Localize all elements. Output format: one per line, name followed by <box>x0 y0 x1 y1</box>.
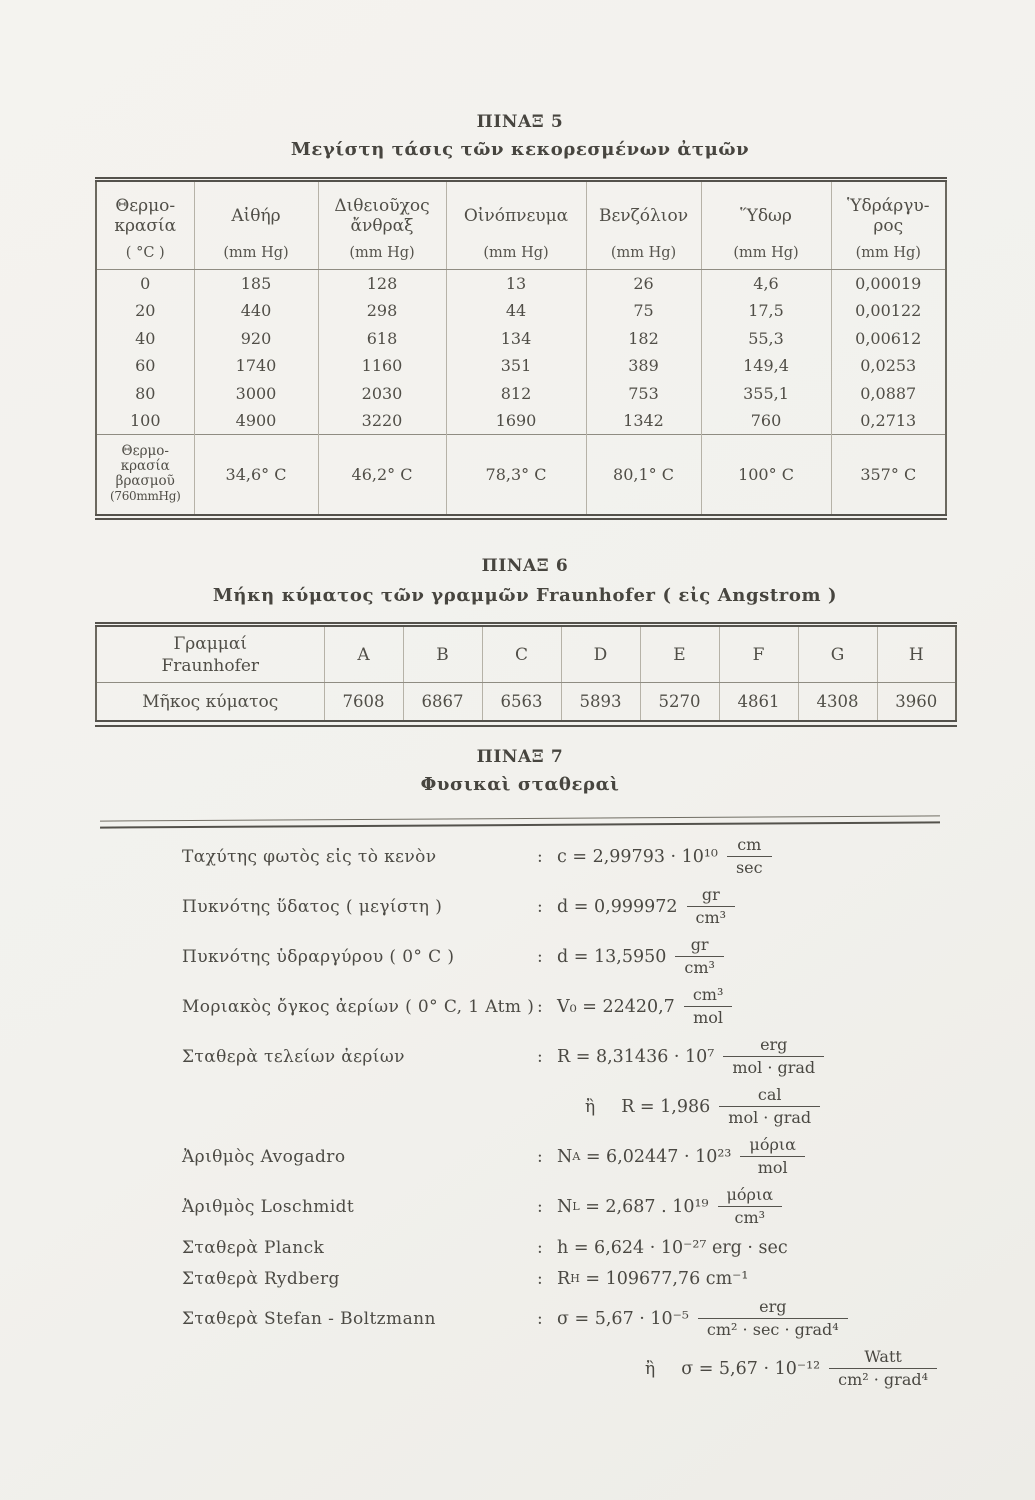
t5-value-cell: 298 <box>318 297 446 325</box>
t5-data-row <box>96 325 946 353</box>
fraction-denominator: mol <box>757 1157 788 1177</box>
t5-data-row <box>96 407 946 435</box>
constant-colon: : <box>537 947 543 967</box>
fraction-numerator: μόρια <box>718 1186 783 1207</box>
t5-column-name-line: Ὑδράργυ- <box>847 196 930 216</box>
constant-row <box>95 882 995 932</box>
t5-data-row <box>96 352 946 380</box>
t5-value-cell: 4,6 <box>701 270 831 298</box>
constant-formula <box>537 1086 824 1127</box>
constant-formula <box>557 836 776 877</box>
t5-column-name-line: Ὕδωρ <box>740 206 792 226</box>
unit-fraction <box>723 1036 824 1077</box>
t5-data-rows <box>96 270 946 435</box>
t5-column-name-line: Διθειοῦχος <box>334 196 430 216</box>
formula-text: σ = 5,67 · 10⁻⁵ <box>557 1309 689 1329</box>
t5-value-cell: 60 <box>135 356 156 376</box>
table7-subtitle: Φυσικαὶ σταθεραὶ <box>420 774 620 795</box>
t5-header-row <box>96 180 946 270</box>
formula-text: σ = 5,67 · 10⁻¹² <box>681 1359 821 1379</box>
t5-value-cell: 753 <box>586 380 701 408</box>
constant-row <box>95 1294 995 1344</box>
formula-text: d = 13,5950 <box>557 947 667 967</box>
t6-lines-label <box>96 625 324 683</box>
constant-label: Σταθερὰ Planck <box>182 1237 325 1258</box>
t5-value-cell: 1690 <box>446 407 586 435</box>
t5-boiling-value: 46,2° C <box>318 435 446 517</box>
t5-column-name-line: ρος <box>873 216 904 236</box>
fraction-numerator: cm³ <box>684 986 733 1007</box>
constant-row <box>95 1082 995 1132</box>
t5-value-cell: 3220 <box>318 407 446 435</box>
t5-column-name <box>319 190 446 242</box>
constant-formula: N L = 2,687 . 10¹⁹ $\frac{\text{μόρια}}{\text{cm³}}$ <box>557 1186 786 1227</box>
t5-column-unit: (mm Hg) <box>223 245 289 261</box>
t5-data-row <box>96 270 946 298</box>
constant-label: Σταθερὰ Stefan - Boltzmann <box>182 1309 436 1329</box>
fraction-numerator: cm <box>727 836 772 857</box>
t5-column-header <box>96 180 194 270</box>
fraction-numerator: erg <box>723 1036 824 1057</box>
t6-wavelength-label: Μῆκος κύματος <box>142 691 279 712</box>
fraction-numerator: μόρια <box>740 1136 805 1157</box>
t5-value-cell: 182 <box>586 325 701 353</box>
t5-boiling-row <box>96 435 946 517</box>
t5-boiling-label-line: κρασία <box>120 458 170 475</box>
t5-column-header <box>194 180 318 270</box>
t5-value-cell: 618 <box>318 325 446 353</box>
constant-colon: : <box>537 897 543 917</box>
constant-formula <box>557 1298 852 1339</box>
constant-colon: : <box>537 1268 543 1289</box>
t5-column-header <box>446 180 586 270</box>
constant-colon: : <box>537 1237 543 1258</box>
t6-letter-cell: F <box>719 625 798 683</box>
fraction-denominator: cm³ <box>734 1207 766 1227</box>
fraction-denominator: mol <box>693 1007 724 1027</box>
t5-value-cell: 1740 <box>194 352 318 380</box>
t6-lines-label-line: Γραμμαί <box>173 633 247 654</box>
t5-column-name-line: κρασία <box>114 216 177 236</box>
t5-value-cell: 0,00019 <box>831 270 946 298</box>
constant-colon: : <box>537 1197 543 1217</box>
unit-fraction <box>687 886 736 927</box>
t5-boiling-value: 357° C <box>831 435 946 517</box>
t5-boiling-value: 78,3° C <box>446 435 586 517</box>
t5-column-unit: (mm Hg) <box>855 245 921 261</box>
t5-column-name-line: Θερμο- <box>115 196 176 216</box>
unit-fraction <box>698 1298 848 1339</box>
t5-column-unit: (mm Hg) <box>349 245 415 261</box>
constant-row <box>95 1032 995 1082</box>
constant-or-conjunction: ἢ <box>645 1359 656 1379</box>
t5-value-cell: 0,0253 <box>831 352 946 380</box>
t5-boiling-value: 34,6° C <box>194 435 318 517</box>
constant-formula <box>557 886 739 927</box>
formula-text: d = 0,999972 <box>557 897 678 917</box>
constant-label: Ταχύτης φωτὸς εἰς τὸ κενὸν <box>182 847 437 867</box>
t5-column-name-line: Οἰνόπνευμα <box>463 206 569 226</box>
t5-column-unit: (mm Hg) <box>483 245 549 261</box>
t6-wavelength-value: 4308 <box>798 683 877 724</box>
fraction-numerator: erg <box>698 1298 848 1319</box>
unit-fraction <box>684 986 733 1027</box>
table6-subtitle: Μήκη κύματος τῶν γραμμῶν Fraunhofer ( εἰς Angstrom ) <box>212 585 838 606</box>
t5-boiling-label-line: Θερμο- <box>121 443 169 460</box>
constant-formula <box>557 986 736 1027</box>
t5-value-cell: 812 <box>446 380 586 408</box>
unit-fraction <box>719 1086 820 1127</box>
fraction-denominator: mol · grad <box>732 1057 816 1077</box>
t6-letter-cell: D <box>561 625 640 683</box>
t5-column-name-line: Αἰθήρ <box>231 206 281 226</box>
constant-colon: : <box>537 1047 543 1067</box>
t5-column-header <box>586 180 701 270</box>
t5-value-cell: 0,0887 <box>831 380 946 408</box>
constant-or-conjunction: ἢ <box>585 1097 596 1117</box>
constant-row <box>95 1132 995 1182</box>
t5-column-unit: (mm Hg) <box>610 245 677 261</box>
t5-value-cell: 26 <box>586 270 701 298</box>
formula-text: V₀ = 22420,7 <box>557 997 675 1017</box>
fraction-denominator: sec <box>735 857 763 877</box>
unit-fraction <box>675 936 724 977</box>
constant-colon: : <box>537 847 543 867</box>
t5-value-cell: 44 <box>446 297 586 325</box>
t5-column-unit: (mm Hg) <box>733 245 799 261</box>
t5-value-cell: 760 <box>701 407 831 435</box>
table5-subtitle: Μεγίστη τάσις τῶν κεκορεσμένων ἀτμῶν <box>290 139 750 160</box>
constant-formula: R H = 109677,76 cm⁻¹ <box>557 1268 749 1289</box>
t6-letters-row <box>96 625 956 683</box>
constant-row <box>95 1232 995 1263</box>
t6-wavelength-value: 5893 <box>561 683 640 724</box>
t5-value-cell: 920 <box>194 325 318 353</box>
t5-boiling-label-line: (760mmHg) <box>110 489 181 504</box>
t5-value-cell: 1160 <box>318 352 446 380</box>
t6-letter-cell: E <box>640 625 719 683</box>
constant-formula <box>537 1348 941 1389</box>
t6-wavelength-value: 3960 <box>877 683 956 724</box>
t6-values-row <box>96 683 956 724</box>
t5-value-cell: 17,5 <box>701 297 831 325</box>
physical-constants-list <box>95 832 995 1394</box>
t5-column-name-line: Βενζόλιον <box>598 206 689 226</box>
constant-label: Μοριακὸς ὄγκος ἀερίων ( 0° C, 1 Atm ) <box>182 997 535 1017</box>
t5-value-cell: 185 <box>194 270 318 298</box>
table6-fraunhofer-lines <box>95 622 957 727</box>
fraction-denominator: cm² · grad⁴ <box>838 1369 929 1389</box>
t6-wavelength-value: 7608 <box>324 683 403 724</box>
unit-fraction <box>829 1348 937 1389</box>
constant-colon: : <box>537 1309 543 1329</box>
table5-title: ΠΙΝΑΞ 5 <box>476 112 564 132</box>
t5-value-cell: 149,4 <box>701 352 831 380</box>
fraction-numerator: cal <box>719 1086 820 1107</box>
t6-wavelength-value: 5270 <box>640 683 719 724</box>
t6-letter-cell: G <box>798 625 877 683</box>
t5-column-name <box>447 190 586 242</box>
t6-wavelength-value: 4861 <box>719 683 798 724</box>
constant-label: Σταθερὰ τελείων ἀερίων <box>182 1047 405 1067</box>
t5-value-cell: 2030 <box>318 380 446 408</box>
t5-value-cell: 100 <box>129 411 161 430</box>
constant-formula <box>557 936 728 977</box>
t5-value-cell: 134 <box>446 325 586 353</box>
t6-letter-cell: A <box>324 625 403 683</box>
constant-label: Σταθερὰ Rydberg <box>182 1268 340 1289</box>
formula-text: c = 2,99793 · 10¹⁰ <box>557 847 718 867</box>
t5-value-cell: 355,1 <box>701 380 831 408</box>
t5-boiling-label <box>96 435 194 517</box>
t5-column-name-line: ἄνθραξ <box>350 216 414 236</box>
t5-value-cell: 389 <box>586 352 701 380</box>
constant-formula <box>557 1036 828 1077</box>
t6-wavelength-value: 6867 <box>403 683 482 724</box>
constant-row <box>95 1344 995 1394</box>
t6-wavelength-value: 6563 <box>482 683 561 724</box>
unit-fraction <box>740 1136 805 1177</box>
t5-boiling-value: 100° C <box>701 435 831 517</box>
constant-label: Ἀριθμὸς Loschmidt <box>182 1197 355 1217</box>
t6-letter-cell: B <box>403 625 482 683</box>
t5-boiling-value: 80,1° C <box>586 435 701 517</box>
t5-value-cell: 0,2713 <box>831 407 946 435</box>
table5-vapor-pressure <box>95 177 947 520</box>
fraction-denominator: cm³ <box>695 907 727 927</box>
constant-label: Πυκνότης ὑδραργύρου ( 0° C ) <box>182 947 455 967</box>
t5-column-unit: ( °C ) <box>125 245 165 261</box>
t5-column-header <box>701 180 831 270</box>
table6-title: ΠΙΝΑΞ 6 <box>481 556 569 576</box>
t6-lines-label-line: Fraunhofer <box>161 655 260 676</box>
constant-colon: : <box>537 1147 543 1167</box>
t5-column-name <box>195 190 318 242</box>
fraction-numerator: Watt <box>829 1348 937 1369</box>
t5-value-cell: 75 <box>586 297 701 325</box>
constant-label: Πυκνότης ὕδατος ( μεγίστη ) <box>182 897 443 917</box>
constant-row <box>95 1182 995 1232</box>
t5-boiling-label-line: βρασμοῦ <box>115 473 175 490</box>
constant-row <box>95 832 995 882</box>
table7-top-rule <box>100 815 940 828</box>
formula-text: = 109677,76 cm⁻¹ <box>579 1268 749 1289</box>
formula-text: R <box>557 1268 571 1289</box>
t6-letter-cell: C <box>482 625 561 683</box>
t5-value-cell: 440 <box>194 297 318 325</box>
t5-data-row <box>96 380 946 408</box>
t5-value-cell: 55,3 <box>701 325 831 353</box>
table7-title: ΠΙΝΑΞ 7 <box>476 747 564 767</box>
formula-text: R = 1,986 <box>621 1097 711 1117</box>
t5-value-cell: 80 <box>135 383 156 403</box>
constant-formula <box>557 1238 788 1258</box>
formula-text: N <box>557 1147 573 1167</box>
fraction-denominator: mol · grad <box>728 1107 812 1127</box>
t5-column-name <box>702 190 831 242</box>
t5-value-cell: 13 <box>446 270 586 298</box>
t5-column-name <box>97 190 194 242</box>
t5-value-cell: 351 <box>446 352 586 380</box>
constant-formula: N A = 6,02447 · 10²³ $\frac{\text{μόρια}}{\text{mol}}$ <box>557 1136 809 1177</box>
t5-value-cell: 3000 <box>194 380 318 408</box>
formula-text: h = 6,624 · 10⁻²⁷ erg · sec <box>557 1237 788 1258</box>
constant-label: Ἀριθμὸς Avogadro <box>182 1147 346 1167</box>
constant-row <box>95 982 995 1032</box>
t5-value-cell: 0 <box>140 274 151 293</box>
t5-value-cell: 20 <box>135 301 156 321</box>
t5-value-cell: 128 <box>318 270 446 298</box>
t5-value-cell: 40 <box>135 328 156 348</box>
fraction-denominator: cm³ <box>684 957 715 977</box>
t5-value-cell: 0,00122 <box>831 297 946 325</box>
fraction-numerator: gr <box>675 936 724 957</box>
constant-row <box>95 1263 995 1294</box>
t5-value-cell: 1342 <box>586 407 701 435</box>
t5-column-header <box>318 180 446 270</box>
t5-column-header <box>831 180 946 270</box>
formula-text: R = 8,31436 · 10⁷ <box>557 1047 715 1067</box>
fraction-denominator: cm² · sec · grad⁴ <box>706 1319 839 1339</box>
unit-fraction <box>727 836 772 877</box>
constant-row <box>95 932 995 982</box>
constant-colon: : <box>537 997 543 1017</box>
t5-value-cell: 4900 <box>194 407 318 435</box>
formula-text: = 2,687 . 10¹⁹ <box>579 1197 709 1217</box>
t5-data-row <box>96 297 946 325</box>
t5-column-name <box>832 190 946 242</box>
formula-text: = 6,02447 · 10²³ <box>580 1147 732 1167</box>
t5-value-cell: 0,00612 <box>831 325 946 353</box>
t6-letter-cell: H <box>877 625 956 683</box>
fraction-numerator: gr <box>687 886 736 907</box>
unit-fraction <box>718 1186 783 1227</box>
t5-column-name <box>587 190 701 242</box>
formula-text: N <box>557 1197 573 1217</box>
